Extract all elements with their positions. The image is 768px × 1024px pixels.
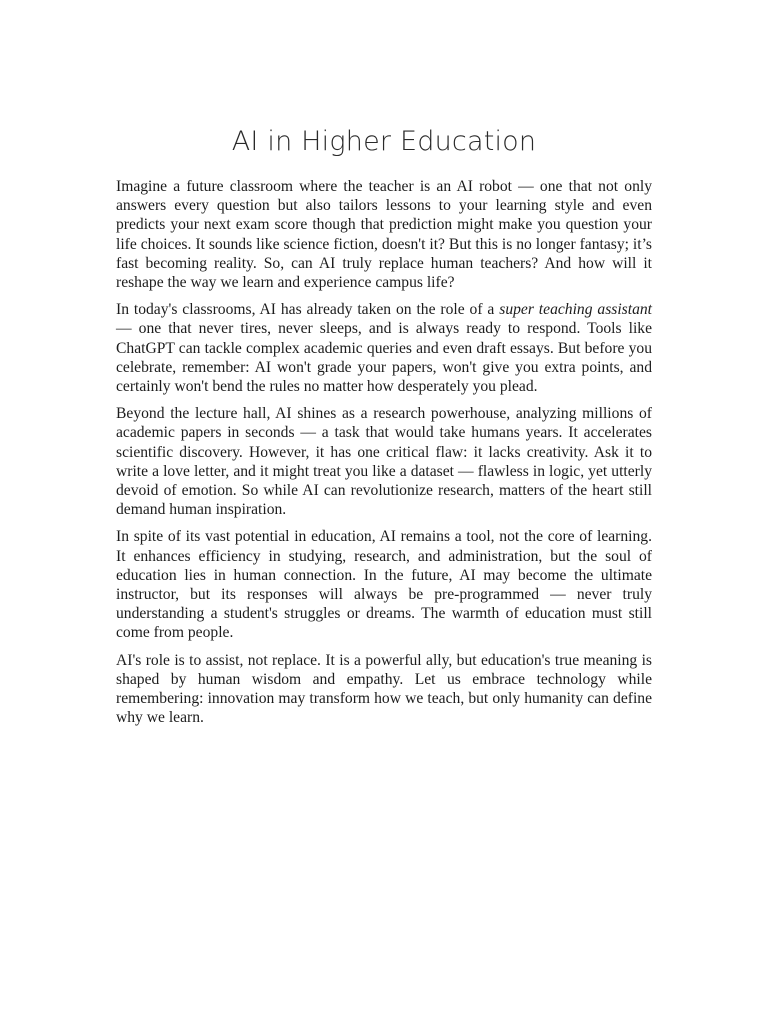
paragraph-research: Beyond the lecture hall, AI shines as a research powerhouse, analyzing millions of academic papers in seconds — a task that would take humans years. It accelerates scientific discovery. However, it has one critical flaw: it lacks creativity. Ask it to write a love letter, and it might treat you like a dataset — flawless in logic, yet utterly devoid of emotion. So while AI can revolutionize research, matters of the heart still demand human inspiration. [116, 405, 652, 519]
paragraph-classrooms-start: In today's classrooms, AI has already taken on the role of a [116, 301, 500, 319]
paragraph-conclusion: AI's role is to assist, not replace. It is a powerful ally, but education's true meaning is shaped by human wisdom and empathy. Let us embrace technology while remembering: innovation may transform how we teach, but only humanity can define why we learn. [116, 651, 652, 727]
paragraph-classrooms-end: — one that never tires, never sleeps, and is always ready to respond. Tools like ChatGPT can tackle complex academic queries and even draft essays. But before you celebrate, remember: AI won't grade your papers, won't give you extra points, and certainly won't bend the rules no matter how desperately you plead. [116, 320, 652, 396]
document-body [116, 177, 652, 735]
emphasis-super-teaching-assistant: super teaching assistant [499, 301, 652, 319]
page-title: AI in Higher Education [231, 126, 537, 157]
paragraph-tool: In spite of its vast potential in education, AI remains a tool, not the core of learning. It enhances efficiency in studying, research, and administration, but the soul of education lies in human connection. In the future, AI may become the ultimate instructor, but its responses will always be pre-programmed — never truly understanding a student's struggles or dreams. The warmth of education must still come from people. [116, 528, 652, 642]
paragraph-classrooms [116, 300, 652, 396]
paragraph-intro: Imagine a future classroom where the teacher is an AI robot — one that not only answers every question but also tailors lessons to your learning style and even predicts your next exam score though that prediction might make you question your life choices. It sounds like science fiction, doesn't it? But this is no longer fantasy; it’s fast becoming reality. So, can AI truly replace human teachers? And how will it reshape the way we learn and experience campus life? [116, 178, 652, 292]
